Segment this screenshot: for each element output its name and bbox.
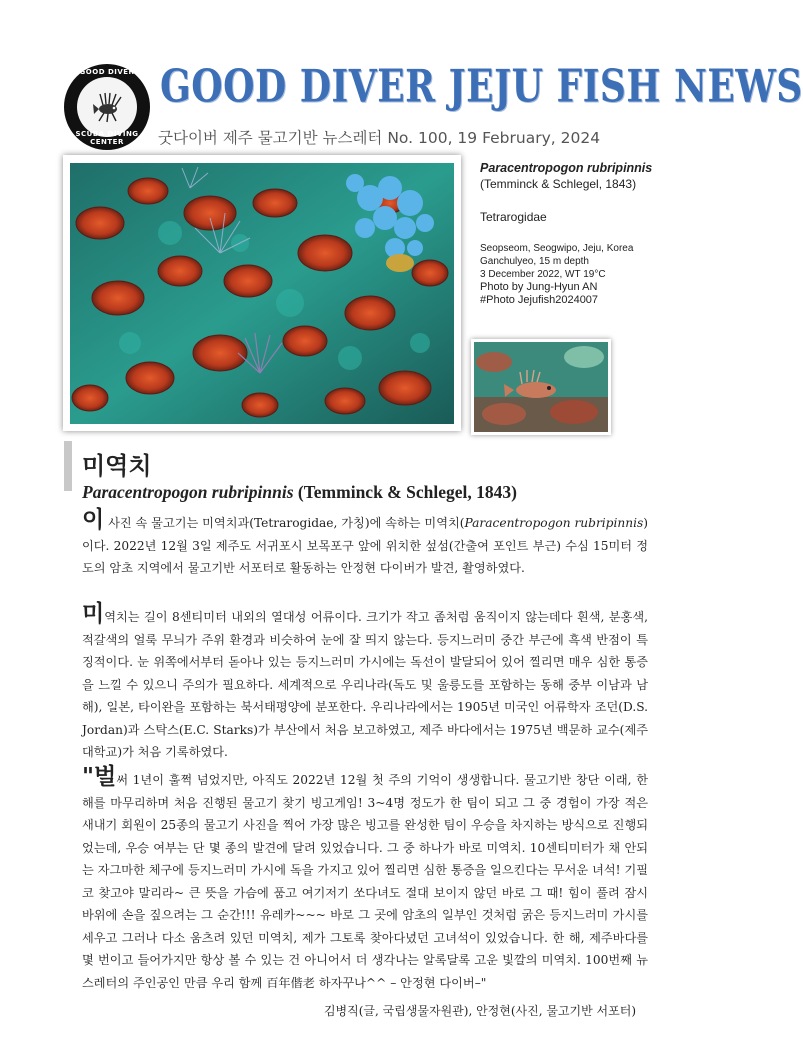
good-diver-logo bbox=[64, 64, 150, 150]
main-underwater-photo bbox=[70, 163, 454, 424]
paragraph-discovery bbox=[82, 509, 648, 580]
paragraph-1-text-a: 사진 속 물고기는 미역치과(Tetrarogidae, 가칭)에 속하는 미역치( bbox=[104, 516, 465, 530]
caption-site-depth bbox=[480, 255, 705, 268]
lionfish-icon bbox=[91, 91, 123, 123]
caption-site: Ganchulyeo, bbox=[480, 256, 539, 267]
caption-photographer: Photo by Jung-Hyun AN bbox=[480, 281, 598, 293]
main-photo-frame bbox=[63, 155, 461, 431]
caption-author: (Temminck & Schlegel, 1843) bbox=[480, 177, 637, 191]
paragraph-3-text: 써 1년이 훌쩍 넘었지만, 아직도 2022년 12월 첫 주의 기억이 생생합니다. 물고기반 창단 이래, 한 해를 마무리하며 처음 진행된 물고기 찾기 빙고게임! 3~4명 정도가 한 팀이 되고 그 중 경험이 가장 적은 새내기 회원이 25종의 물고기 사진을 찍어 가장 많은 빙고를 완성한 팀이 우승을 차지하는 방식으로 진행되었는데, 우승 여부는 단 몇 종의 발견에 달려 있었습니다. 그 중 하나가 바로 미역치. 10센티미터가 채 안되는 자그마한 체구에 등지느러미 가시에 독을 가지고 있어 찔리면 심한 통증을 일으킨다는 무서운 녀석! 기필코 찾고야 말리라~ 큰 뜻을 가슴에 품고 여기저기 쏘다녀도 절대 보이지 않던 바로 그 때! 힘이 풀려 잠시 바위에 손을 짚으려는 그 순간!!! 유레카~~~ 바로 그 곳에 암초의 일부인 것처럼 굵은 등지느러미 가시를 세우고 그러나 다소 움츠려 있던 미역치, 제가 그토록 찾아다녔던 고녀석이 있었습니다. 한 해, 제주바다를 몇 번이고 들어가지만 항상 볼 수 있는 건 아니어서 더 생각나는 알록달록 고운 빛깔의 미역치. 100번째 뉴스레터의 주인공인 만큼 우리 함께 百年偕老 하자꾸나^^ – 안정현 다이버–" bbox=[82, 773, 648, 990]
dropcap-2: 미 bbox=[82, 601, 105, 627]
fish-closeup-photo bbox=[474, 342, 608, 432]
caption-photo-id: #Photo Jejufish2024007 bbox=[480, 294, 599, 306]
article-korean-title: 미역치 bbox=[82, 452, 152, 480]
caption-depth: 15 m depth bbox=[538, 256, 589, 267]
logo-bottom-text: SCUBA DIVING CENTER bbox=[75, 130, 139, 146]
photo-caption bbox=[480, 160, 705, 307]
thumbnail-photo-frame bbox=[471, 339, 611, 435]
newsletter-subtitle: 굿다이버 제주 물고기반 뉴스레터 No. 100, 19 February, 2024 bbox=[158, 129, 601, 147]
caption-species: Paracentropogon rubripinnis bbox=[480, 161, 653, 175]
paragraph-description bbox=[82, 603, 648, 764]
paragraph-2-text: 역치는 길이 8센티미터 내외의 열대성 어류이다. 크기가 작고 좀처럼 움직이지 않는데다 흰색, 분홍색, 적갈색의 얼룩 무늬가 주위 환경과 비슷하여 눈에 잘 띄지 않는다. 등지느러미 중간 부근에 흑색 반점이 특징적이다. 눈 위쪽에서부터 돋아나 있는 등지느러미 가시에는 독선이 발달되어 있어 찔리면 매우 심한 통증을 느낄 수 있으니 주의가 필요하다. 세계적으로 우리나라(독도 및 울릉도를 포함하는 동해 중부 이남과 남해), 일본, 타이완을 포함하는 북서태평양에 분포한다. 우리나라에서는 1905년 미국인 어류학자 조던(D.S. Jordan)과 스탁스(E.C. Starks)가 부산에서 처음 보고하였고, 제주 바다에서는 1975년 백문하 교수(제주대학교)가 처음 기록하였다. bbox=[82, 610, 648, 759]
paragraph-diver-story bbox=[82, 766, 648, 994]
scientific-author: (Temminck & Schlegel, 1843) bbox=[293, 482, 517, 502]
paragraph-1-italic: Paracentropogon rubripinnis bbox=[464, 516, 644, 530]
logo-top-text: GOOD DIVER bbox=[79, 68, 135, 76]
scientific-name: Paracentropogon rubripinnis bbox=[82, 482, 294, 502]
article-credits: 김병직(글, 국립생물자원관), 안정현(사진, 물고기반 서포터) bbox=[323, 1004, 636, 1018]
section-accent-bar bbox=[64, 441, 72, 491]
paragraph-1-text-b: )이다. 2022년 12월 3일 제주도 서귀포시 보목포구 앞에 위치한 섶섬(간출여 포인트 부근) 수심 15미터 정도의 암초 지역에서 물고기반 서포터로 활동하는 안정현 다이버가 발견, 촬영하였다. bbox=[82, 516, 648, 575]
article-scientific-title bbox=[82, 482, 517, 503]
caption-location: Seopseom, Seogwipo, Jeju, Korea bbox=[480, 243, 634, 254]
dropcap-1: 이 bbox=[82, 507, 105, 533]
masthead-title: GOOD DIVER JEJU FISH NEWS bbox=[160, 60, 803, 113]
dropcap-3: "벌 bbox=[82, 764, 117, 790]
caption-date-temp: 3 December 2022, WT 19°C bbox=[480, 269, 606, 280]
caption-family: Tetrarogidae bbox=[480, 210, 547, 224]
